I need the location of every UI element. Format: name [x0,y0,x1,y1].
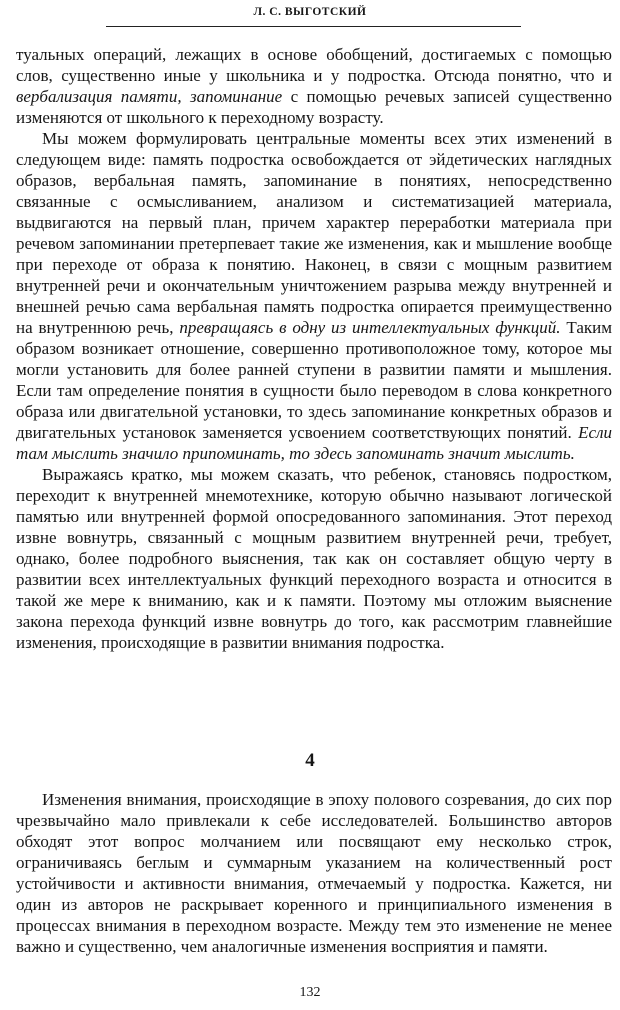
paragraph-2-emphasis: превращаясь в одну из интеллектуальных функций. [179,318,561,337]
paragraph-2-text-a: Мы можем формулировать центральные моменты всех этих изменений в следующем виде: память подростка освобождается от эйдетических наглядных образов, вербальная память, запоминание в понятиях, непосредственно связанные с осмысливанием, анализом и систематизацией материала, выдвигаются на первый план, причем характер переработки материала при речевом запоминании претерпевает такие же изменения, как и мышление вообще при переходе от образа к понятию. Наконец, в связи с мощным развитием внутренней речи и окончательным уничтожением разрыва между внутренней и внешней речью сама вербальная память подростка опирается преимущественно на внутреннюю речь, [16,129,612,337]
paragraph-3: Выражаясь кратко, мы можем сказать, что ребенок, становясь подростком, переходит к внутренней мнемотехнике, которую обычно называют логической памятью или внутренней формой опосредованного запоминания. Этот переход извне вовнутрь, связанный с мощным развитием внутренней речи, требует, однако, более подробного выяснения, так как он составляет общую черту в развитии всех интеллектуальных функций переходного возраста и относится в такой же мере к вниманию, как и к памяти. Поэтому мы отложим выяснение закона перехода функций извне вовнутрь до того, как рассмотрим главнейшие изменения, происходящие в развитии внимания подростка. [16,465,612,652]
paragraph-4: Изменения внимания, происходящие в эпоху полового созревания, до сих пор чрезвычайно мало привлекали к себе исследователей. Большинство авторов обходят этот вопрос молчанием или посвящают ему несколько строк, ограничиваясь беглым и суммарным указанием на количественный рост устойчивости и активности внимания, отмечаемый у подростка. Кажется, ни один из авторов не раскрывает коренного и принципиального изменения в процессах внимания в переходном возрасте. Между тем это изменение не менее важно и существенно, чем аналогичные изменения восприятия и памяти. [16,790,612,956]
paragraph-1 [16,44,612,128]
main-text [16,44,612,653]
paragraph-2 [16,128,612,464]
paragraph-2-emphasis-2: Если там мыслить значило припоминать, то здесь запоминать значит мыслить. [16,423,612,463]
header-rule [106,26,521,27]
section-number: 4 [305,750,315,771]
paragraph-1-emphasis: вербализация памяти, запоминание [16,87,283,106]
paragraph-1-text-a: туальных операций, лежащих в основе обобщений, достигаемых с помощью слов, существенно иные у школьника и у подростка. Отсюда понятно, что и [16,45,612,85]
section-text [16,789,612,957]
paragraph-2-text-c: Таким образом возникает отношение, совершенно противоположное тому, которое мы могли установить для более ранней ступени в развитии памяти и мышления. Если там определение понятия в сущности было переводом в слова конкретного образа или двигательной установки, то здесь запоминание конкретных образов и двигательных установок заменяется усвоением соответствующих понятий. [16,318,613,442]
paragraph-1-text-c: с помощью речевых записей существенно изменяются от школьного к переходному возрасту. [16,87,613,127]
page-number: 132 [299,985,321,1000]
running-head: Л. С. ВЫГОТСКИЙ [253,6,367,18]
